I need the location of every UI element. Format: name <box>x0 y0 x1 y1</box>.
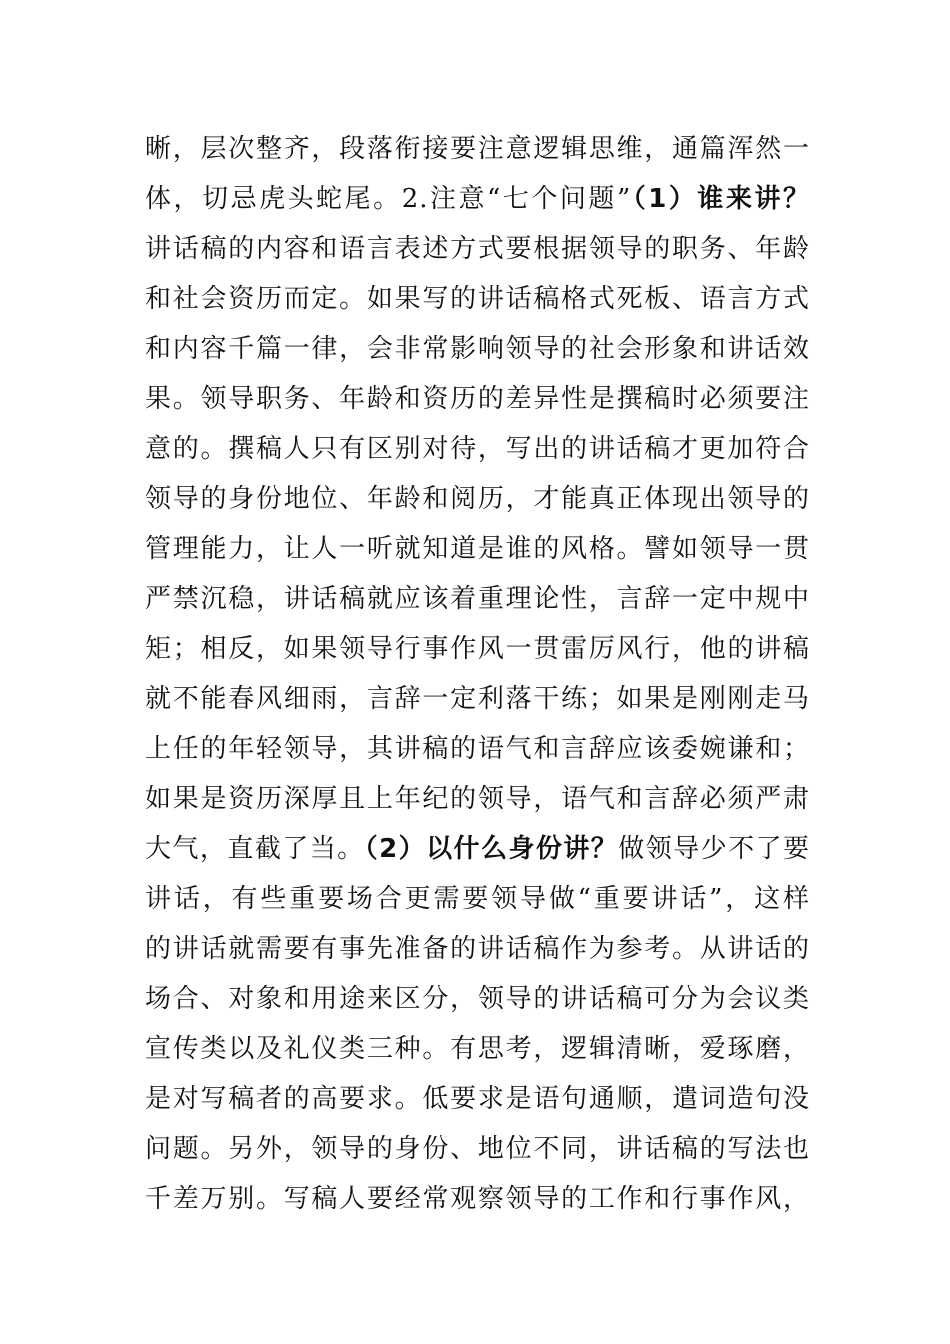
text-line <box>145 374 810 424</box>
bold-heading-run: （1）谁来讲？ <box>631 184 810 214</box>
text-run: 领导的身份地位、年龄和阅历，才能真正体现出领导的 <box>145 484 810 514</box>
text-run: 和社会资历而定。如果写的讲话稿格式死板、语言方式 <box>145 284 810 314</box>
text-run: 是对写稿者的高要求。低要求是语句通顺，遣词造句没 <box>145 1084 810 1114</box>
text-line <box>145 174 810 224</box>
text-line <box>145 874 810 924</box>
text-line <box>145 674 810 724</box>
text-run: 宣传类以及礼仪类三种。有思考，逻辑清晰，爱琢磨， <box>145 1034 810 1064</box>
text-line <box>145 274 810 324</box>
body-text <box>145 124 810 1224</box>
text-run: 体，切忌虎头蛇尾。2.注意“七个问题” <box>145 184 632 214</box>
text-line <box>145 524 810 574</box>
text-run: 上任的年轻领导，其讲稿的语气和言辞应该委婉谦和； <box>145 734 810 764</box>
text-run: 果。领导职务、年龄和资历的差异性是撰稿时必须要注 <box>145 384 810 414</box>
text-line <box>145 224 810 274</box>
text-run: 讲话，有些重要场合更需要领导做“重要讲话”，这样 <box>145 884 810 914</box>
text-line <box>145 574 810 624</box>
text-run: 大气，直截了当。 <box>145 834 365 864</box>
text-run: 如果是资历深厚且上年纪的领导，语气和言辞必须严肃 <box>145 784 810 814</box>
bold-heading-run: （2）以什么身份讲？ <box>364 834 619 864</box>
text-line <box>145 1124 810 1174</box>
text-run: 的讲话就需要有事先准备的讲话稿作为参考。从讲话的 <box>145 934 810 964</box>
text-line <box>145 324 810 374</box>
text-run: 做领导少不了要 <box>618 834 810 864</box>
text-run: 千差万别。写稿人要经常观察领导的工作和行事作风， <box>145 1184 810 1214</box>
text-line <box>145 474 810 524</box>
text-line <box>145 974 810 1024</box>
text-line <box>145 774 810 824</box>
text-run: 严禁沉稳，讲话稿就应该着重理论性，言辞一定中规中 <box>145 584 810 614</box>
text-run: 意的。撰稿人只有区别对待，写出的讲话稿才更加符合 <box>145 434 810 464</box>
text-line <box>145 624 810 674</box>
text-line <box>145 424 810 474</box>
text-line <box>145 924 810 974</box>
text-run: 管理能力，让人一听就知道是谁的风格。譬如领导一贯 <box>145 534 810 564</box>
text-run: 问题。另外，领导的身份、地位不同，讲话稿的写法也 <box>145 1134 810 1164</box>
text-line <box>145 724 810 774</box>
text-run: 和内容千篇一律，会非常影响领导的社会形象和讲话效 <box>145 334 810 364</box>
text-run: 晰，层次整齐，段落衔接要注意逻辑思维，通篇浑然一 <box>145 134 810 164</box>
text-run: 矩；相反，如果领导行事作风一贯雷厉风行，他的讲稿 <box>145 634 810 664</box>
text-line <box>145 124 810 174</box>
text-line <box>145 1174 810 1224</box>
text-run: 讲话稿的内容和语言表述方式要根据领导的职务、年龄 <box>145 234 810 264</box>
text-line <box>145 1024 810 1074</box>
text-line <box>145 824 810 874</box>
text-run: 场合、对象和用途来区分，领导的讲话稿可分为会议类 <box>145 984 810 1014</box>
text-line <box>145 1074 810 1124</box>
text-run: 就不能春风细雨，言辞一定利落干练；如果是刚刚走马 <box>145 684 810 714</box>
